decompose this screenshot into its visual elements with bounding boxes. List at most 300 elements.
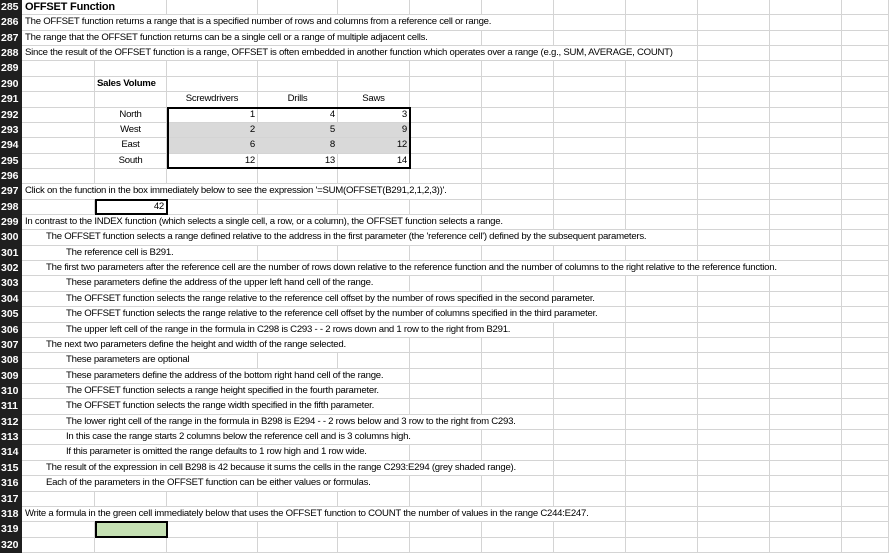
- cell[interactable]: [842, 154, 889, 168]
- cell[interactable]: [554, 15, 626, 29]
- cell[interactable]: [22, 522, 95, 536]
- cell[interactable]: [554, 154, 626, 168]
- cell[interactable]: [482, 492, 554, 506]
- cell[interactable]: [842, 369, 889, 383]
- value-cell[interactable]: 12: [338, 138, 410, 152]
- value-cell[interactable]: 14: [338, 154, 410, 168]
- row-header[interactable]: 303: [0, 276, 22, 291]
- cell[interactable]: [770, 384, 842, 398]
- row-header[interactable]: 315: [0, 461, 22, 476]
- cell[interactable]: [626, 307, 698, 321]
- cell[interactable]: [554, 445, 626, 459]
- cell[interactable]: [842, 276, 889, 290]
- cell[interactable]: [770, 108, 842, 122]
- cell[interactable]: [698, 538, 770, 552]
- cell[interactable]: [842, 92, 889, 106]
- cell[interactable]: [626, 61, 698, 75]
- cell[interactable]: [626, 200, 698, 214]
- cell[interactable]: [626, 138, 698, 152]
- cell[interactable]: [554, 399, 626, 413]
- cell[interactable]: [770, 307, 842, 321]
- row-header[interactable]: 290: [0, 77, 22, 92]
- cell[interactable]: [698, 415, 770, 429]
- cell[interactable]: [698, 31, 770, 45]
- cell[interactable]: [554, 138, 626, 152]
- cell[interactable]: [554, 353, 626, 367]
- cell[interactable]: [554, 338, 626, 352]
- row-header[interactable]: 316: [0, 476, 22, 491]
- cell[interactable]: [22, 92, 95, 106]
- cell[interactable]: [482, 92, 554, 106]
- column-header[interactable]: Saws: [338, 92, 410, 106]
- cell[interactable]: [626, 476, 698, 490]
- row-header[interactable]: 299: [0, 215, 22, 230]
- cell[interactable]: [95, 61, 167, 75]
- row-header[interactable]: 288: [0, 46, 22, 61]
- cell[interactable]: [22, 492, 95, 506]
- cell[interactable]: [698, 522, 770, 536]
- cell[interactable]: [167, 522, 258, 536]
- cell[interactable]: [167, 169, 258, 183]
- cell[interactable]: [842, 46, 889, 60]
- cell[interactable]: [338, 246, 410, 260]
- cell[interactable]: [770, 276, 842, 290]
- row-header[interactable]: 285: [0, 0, 22, 15]
- value-cell[interactable]: 4: [258, 108, 338, 122]
- cell[interactable]: [626, 445, 698, 459]
- cell[interactable]: [554, 276, 626, 290]
- cell[interactable]: [770, 415, 842, 429]
- cell[interactable]: [167, 492, 258, 506]
- cell[interactable]: [482, 399, 554, 413]
- cell[interactable]: [410, 200, 482, 214]
- cell[interactable]: [410, 169, 482, 183]
- cell[interactable]: [842, 108, 889, 122]
- cell[interactable]: [842, 338, 889, 352]
- cell[interactable]: [258, 200, 338, 214]
- cell[interactable]: [770, 169, 842, 183]
- cell[interactable]: [770, 46, 842, 60]
- cell[interactable]: [842, 138, 889, 152]
- column-header[interactable]: Drills: [258, 92, 338, 106]
- cell[interactable]: [258, 77, 338, 91]
- cell[interactable]: [482, 123, 554, 137]
- cell[interactable]: [258, 538, 338, 552]
- cell[interactable]: [258, 353, 338, 367]
- cell[interactable]: [626, 108, 698, 122]
- cell[interactable]: [167, 538, 258, 552]
- cell[interactable]: [698, 476, 770, 490]
- cell[interactable]: [22, 108, 95, 122]
- cell[interactable]: [554, 384, 626, 398]
- cell[interactable]: [698, 430, 770, 444]
- cell[interactable]: [554, 522, 626, 536]
- cell[interactable]: [698, 0, 770, 14]
- cell[interactable]: [842, 445, 889, 459]
- cell[interactable]: [626, 215, 698, 229]
- cell[interactable]: [770, 369, 842, 383]
- cell[interactable]: [698, 445, 770, 459]
- cell[interactable]: [338, 338, 410, 352]
- cell[interactable]: [698, 230, 770, 244]
- cell[interactable]: [842, 522, 889, 536]
- row-header[interactable]: 294: [0, 138, 22, 153]
- cell[interactable]: [698, 200, 770, 214]
- value-cell[interactable]: 5: [258, 123, 338, 137]
- cell[interactable]: [482, 200, 554, 214]
- cell[interactable]: [338, 200, 410, 214]
- cell[interactable]: [698, 369, 770, 383]
- result-cell[interactable]: 42: [95, 200, 167, 214]
- cell[interactable]: [698, 123, 770, 137]
- cell[interactable]: [842, 0, 889, 14]
- cell[interactable]: [482, 169, 554, 183]
- row-header[interactable]: 318: [0, 507, 22, 522]
- value-cell[interactable]: 13: [258, 154, 338, 168]
- cell[interactable]: [770, 61, 842, 75]
- cell[interactable]: [698, 461, 770, 475]
- cell[interactable]: [770, 430, 842, 444]
- cell[interactable]: [626, 123, 698, 137]
- cell[interactable]: [554, 415, 626, 429]
- cell[interactable]: [770, 399, 842, 413]
- cell[interactable]: [698, 138, 770, 152]
- cell[interactable]: [842, 123, 889, 137]
- cell[interactable]: [770, 246, 842, 260]
- cell[interactable]: [554, 476, 626, 490]
- cell[interactable]: [626, 184, 698, 198]
- cell[interactable]: [842, 200, 889, 214]
- cell[interactable]: [482, 338, 554, 352]
- cell[interactable]: [554, 169, 626, 183]
- cell[interactable]: [770, 507, 842, 521]
- cell[interactable]: [842, 415, 889, 429]
- cell[interactable]: [626, 15, 698, 29]
- row-header[interactable]: 308: [0, 353, 22, 368]
- cell[interactable]: [770, 92, 842, 106]
- row-header[interactable]: 289: [0, 61, 22, 76]
- cell[interactable]: [626, 246, 698, 260]
- row-header[interactable]: 298: [0, 200, 22, 215]
- cell[interactable]: [698, 323, 770, 337]
- cell[interactable]: [410, 522, 482, 536]
- cell[interactable]: [626, 292, 698, 306]
- cell[interactable]: [410, 246, 482, 260]
- cell[interactable]: [410, 445, 482, 459]
- cell[interactable]: [698, 46, 770, 60]
- cell[interactable]: [842, 507, 889, 521]
- row-header[interactable]: 320: [0, 538, 22, 553]
- cell[interactable]: [410, 338, 482, 352]
- row-header[interactable]: 314: [0, 445, 22, 460]
- cell[interactable]: [698, 61, 770, 75]
- cell[interactable]: [410, 77, 482, 91]
- cell[interactable]: [554, 0, 626, 14]
- cell[interactable]: [698, 184, 770, 198]
- cell[interactable]: [626, 384, 698, 398]
- value-cell[interactable]: 1: [167, 108, 258, 122]
- cell[interactable]: [95, 92, 167, 106]
- cell[interactable]: [410, 430, 482, 444]
- cell[interactable]: [410, 492, 482, 506]
- cell[interactable]: [770, 200, 842, 214]
- cell[interactable]: [482, 538, 554, 552]
- cell[interactable]: [410, 108, 482, 122]
- cell[interactable]: [338, 0, 410, 14]
- cell[interactable]: [554, 200, 626, 214]
- row-label[interactable]: South: [95, 154, 167, 168]
- cell[interactable]: [410, 61, 482, 75]
- cell[interactable]: [338, 61, 410, 75]
- cell[interactable]: [698, 154, 770, 168]
- cell[interactable]: [626, 276, 698, 290]
- cell[interactable]: [842, 323, 889, 337]
- cell[interactable]: [482, 276, 554, 290]
- cell[interactable]: [626, 492, 698, 506]
- cell[interactable]: [770, 0, 842, 14]
- cell[interactable]: [626, 77, 698, 91]
- cell[interactable]: [842, 399, 889, 413]
- row-header[interactable]: 297: [0, 184, 22, 199]
- cell[interactable]: [698, 384, 770, 398]
- cell[interactable]: [842, 77, 889, 91]
- cell[interactable]: [22, 154, 95, 168]
- cell[interactable]: [626, 415, 698, 429]
- cell[interactable]: [626, 369, 698, 383]
- cell[interactable]: [770, 492, 842, 506]
- cell[interactable]: [842, 215, 889, 229]
- cell[interactable]: [554, 123, 626, 137]
- cell[interactable]: [554, 461, 626, 475]
- cell[interactable]: [626, 169, 698, 183]
- cell[interactable]: [770, 538, 842, 552]
- cell[interactable]: [770, 323, 842, 337]
- cell[interactable]: [554, 108, 626, 122]
- cell[interactable]: [482, 108, 554, 122]
- cell[interactable]: [698, 307, 770, 321]
- cell[interactable]: [410, 92, 482, 106]
- cell[interactable]: [258, 169, 338, 183]
- cell[interactable]: [698, 292, 770, 306]
- cell[interactable]: [842, 15, 889, 29]
- cell[interactable]: [626, 353, 698, 367]
- cell[interactable]: [698, 15, 770, 29]
- cell[interactable]: [338, 492, 410, 506]
- cell[interactable]: [698, 399, 770, 413]
- cell[interactable]: [626, 154, 698, 168]
- cell[interactable]: [554, 92, 626, 106]
- cell[interactable]: [482, 445, 554, 459]
- cell[interactable]: [698, 276, 770, 290]
- cell[interactable]: [167, 200, 258, 214]
- row-header[interactable]: 296: [0, 169, 22, 184]
- cell[interactable]: [698, 492, 770, 506]
- cell[interactable]: [338, 353, 410, 367]
- answer-input-cell[interactable]: [95, 522, 167, 536]
- cell[interactable]: [95, 538, 167, 552]
- cell[interactable]: [258, 492, 338, 506]
- table-title[interactable]: Sales Volume: [95, 77, 167, 91]
- cell[interactable]: [554, 31, 626, 45]
- cell[interactable]: [698, 353, 770, 367]
- cell[interactable]: [22, 138, 95, 152]
- cell[interactable]: [482, 0, 554, 14]
- cell[interactable]: [842, 353, 889, 367]
- cell[interactable]: [22, 61, 95, 75]
- row-header[interactable]: 306: [0, 323, 22, 338]
- cell[interactable]: [842, 461, 889, 475]
- cell[interactable]: [554, 215, 626, 229]
- cell[interactable]: [482, 246, 554, 260]
- row-header[interactable]: 310: [0, 384, 22, 399]
- cell[interactable]: [698, 246, 770, 260]
- cell[interactable]: [842, 430, 889, 444]
- cell[interactable]: [770, 230, 842, 244]
- row-header[interactable]: 317: [0, 492, 22, 507]
- cell[interactable]: [554, 538, 626, 552]
- row-header[interactable]: 300: [0, 230, 22, 245]
- cell[interactable]: [22, 123, 95, 137]
- cell[interactable]: [167, 77, 258, 91]
- row-label[interactable]: West: [95, 123, 167, 137]
- cell[interactable]: [698, 108, 770, 122]
- cell[interactable]: [22, 200, 95, 214]
- cell[interactable]: [770, 77, 842, 91]
- row-header[interactable]: 292: [0, 108, 22, 123]
- cell[interactable]: [554, 77, 626, 91]
- column-header[interactable]: Screwdrivers: [167, 92, 258, 106]
- cell[interactable]: [554, 369, 626, 383]
- cell[interactable]: [482, 384, 554, 398]
- row-header[interactable]: 313: [0, 430, 22, 445]
- value-cell[interactable]: 2: [167, 123, 258, 137]
- cell[interactable]: [338, 538, 410, 552]
- cell[interactable]: [258, 246, 338, 260]
- row-label[interactable]: North: [95, 108, 167, 122]
- cell[interactable]: [482, 476, 554, 490]
- row-header[interactable]: 311: [0, 399, 22, 414]
- cell[interactable]: [22, 77, 95, 91]
- cell[interactable]: [770, 31, 842, 45]
- cell[interactable]: [482, 77, 554, 91]
- cell[interactable]: [482, 184, 554, 198]
- cell[interactable]: [842, 61, 889, 75]
- cell[interactable]: [842, 538, 889, 552]
- cell[interactable]: [95, 169, 167, 183]
- row-header[interactable]: 319: [0, 522, 22, 537]
- row-header[interactable]: 312: [0, 415, 22, 430]
- cell[interactable]: [410, 0, 482, 14]
- value-cell[interactable]: 3: [338, 108, 410, 122]
- cell[interactable]: [770, 461, 842, 475]
- row-header[interactable]: 291: [0, 92, 22, 107]
- cell[interactable]: [626, 507, 698, 521]
- cell[interactable]: [410, 353, 482, 367]
- row-header[interactable]: 309: [0, 369, 22, 384]
- cell[interactable]: [167, 61, 258, 75]
- cell[interactable]: [698, 169, 770, 183]
- cell[interactable]: [258, 61, 338, 75]
- value-cell[interactable]: 9: [338, 123, 410, 137]
- cell[interactable]: [698, 92, 770, 106]
- cell[interactable]: [410, 538, 482, 552]
- cell[interactable]: [482, 353, 554, 367]
- cell[interactable]: [842, 261, 889, 275]
- cell[interactable]: [626, 461, 698, 475]
- cell[interactable]: [554, 323, 626, 337]
- cell[interactable]: [770, 261, 842, 275]
- cell[interactable]: [167, 246, 258, 260]
- cell[interactable]: [482, 369, 554, 383]
- cell[interactable]: [698, 338, 770, 352]
- cell[interactable]: [626, 399, 698, 413]
- cell[interactable]: [410, 369, 482, 383]
- cell[interactable]: [626, 31, 698, 45]
- cell[interactable]: [482, 61, 554, 75]
- cell[interactable]: [626, 430, 698, 444]
- row-header[interactable]: 307: [0, 338, 22, 353]
- cell[interactable]: [554, 492, 626, 506]
- cell[interactable]: [770, 445, 842, 459]
- cell[interactable]: [95, 492, 167, 506]
- cell[interactable]: [770, 338, 842, 352]
- cell[interactable]: [554, 184, 626, 198]
- cell[interactable]: [410, 123, 482, 137]
- cell[interactable]: [842, 31, 889, 45]
- cell[interactable]: [842, 184, 889, 198]
- cell[interactable]: [22, 169, 95, 183]
- value-cell[interactable]: 6: [167, 138, 258, 152]
- cell[interactable]: [554, 246, 626, 260]
- cell[interactable]: [338, 169, 410, 183]
- cell[interactable]: [258, 0, 338, 14]
- cell[interactable]: [626, 522, 698, 536]
- cell[interactable]: [554, 61, 626, 75]
- cell[interactable]: [842, 384, 889, 398]
- cell[interactable]: [842, 246, 889, 260]
- cell[interactable]: [482, 430, 554, 444]
- value-cell[interactable]: 12: [167, 154, 258, 168]
- cell[interactable]: [167, 0, 258, 14]
- cell[interactable]: [842, 492, 889, 506]
- cell[interactable]: [410, 276, 482, 290]
- cell[interactable]: [626, 0, 698, 14]
- cell[interactable]: [482, 154, 554, 168]
- cell[interactable]: [770, 215, 842, 229]
- cell[interactable]: [842, 292, 889, 306]
- cell[interactable]: [770, 292, 842, 306]
- cell[interactable]: [22, 538, 95, 552]
- cell[interactable]: [626, 338, 698, 352]
- cell[interactable]: [482, 138, 554, 152]
- row-header[interactable]: 295: [0, 154, 22, 169]
- row-header[interactable]: 286: [0, 15, 22, 30]
- cell[interactable]: [842, 230, 889, 244]
- cell[interactable]: [770, 476, 842, 490]
- cell[interactable]: [626, 323, 698, 337]
- cell[interactable]: [842, 307, 889, 321]
- cell[interactable]: [258, 522, 338, 536]
- cell[interactable]: [698, 77, 770, 91]
- cell[interactable]: [482, 522, 554, 536]
- row-header[interactable]: 302: [0, 261, 22, 276]
- cell[interactable]: [842, 476, 889, 490]
- cell[interactable]: [554, 430, 626, 444]
- row-header[interactable]: 293: [0, 123, 22, 138]
- cell[interactable]: [842, 169, 889, 183]
- cell[interactable]: [770, 522, 842, 536]
- cell[interactable]: [698, 507, 770, 521]
